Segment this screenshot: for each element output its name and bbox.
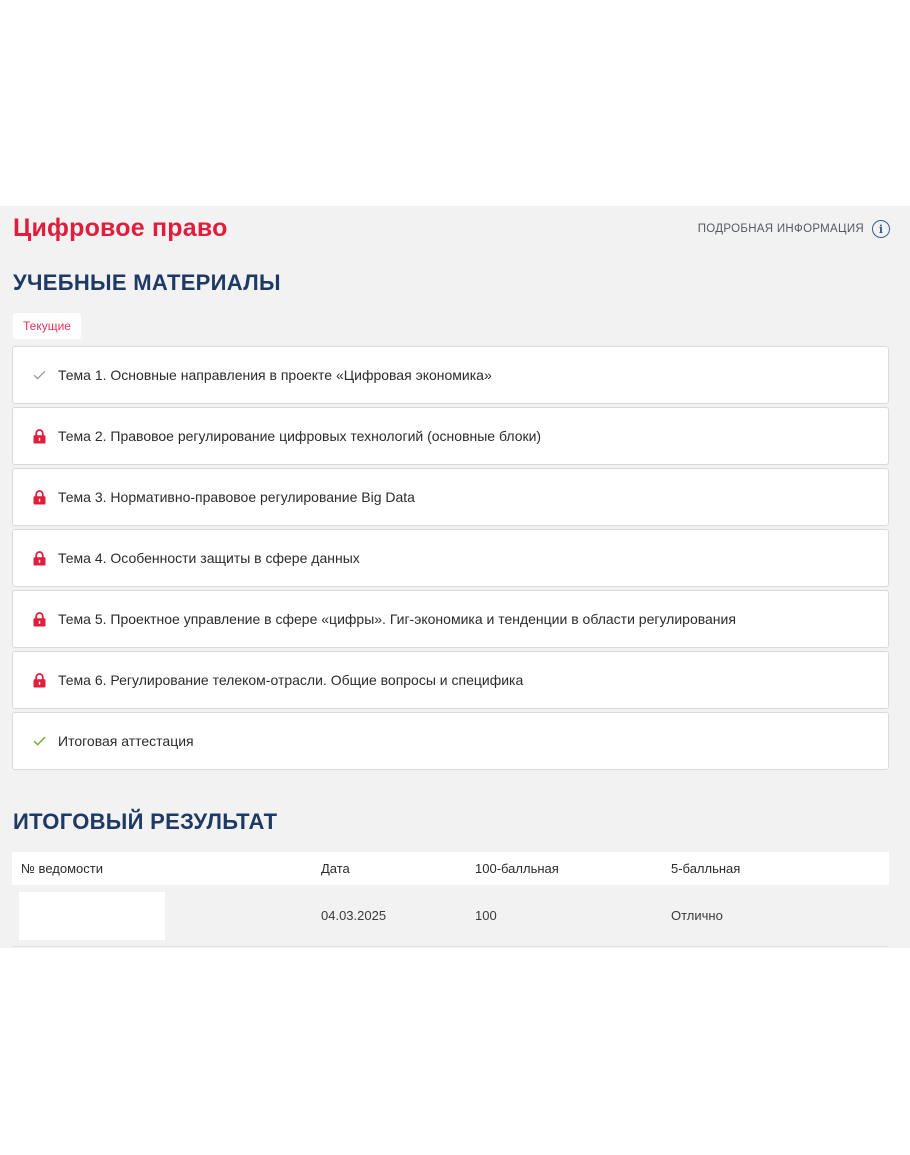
lock-icon bbox=[31, 550, 47, 566]
topic-label: Тема 2. Правовое регулирование цифровых технологий (основные блоки) bbox=[58, 428, 542, 444]
topic-list bbox=[12, 346, 889, 773]
score-100-cell: 100 bbox=[475, 908, 497, 923]
topic-label: Тема 5. Проектное управление в сфере «цифры». Гиг-экономика и тенденции в области регулирования bbox=[58, 611, 736, 627]
topic-item-6[interactable] bbox=[12, 651, 889, 709]
lock-icon bbox=[31, 611, 47, 627]
result-heading: ИТОГОВЫЙ РЕЗУЛЬТАТ bbox=[13, 809, 278, 834]
info-icon: i bbox=[872, 220, 890, 238]
results-table bbox=[12, 852, 889, 947]
topic-label: Тема 1. Основные направления в проекте «Цифровая экономика» bbox=[58, 367, 492, 383]
score-5-cell: Отлично bbox=[671, 908, 723, 923]
topic-item-final-attestation[interactable] bbox=[12, 712, 889, 770]
table-row bbox=[12, 885, 889, 947]
topic-label: Тема 4. Особенности защиты в сфере данных bbox=[58, 550, 360, 566]
date-cell: 04.03.2025 bbox=[321, 908, 387, 923]
column-header: № ведомости bbox=[21, 861, 103, 876]
redacted-block bbox=[19, 892, 165, 940]
table-header bbox=[12, 852, 889, 885]
topic-label: Тема 6. Регулирование телеком-отрасли. Общие вопросы и специфика bbox=[58, 672, 524, 688]
materials-heading: УЧЕБНЫЕ МАТЕРИАЛЫ bbox=[13, 270, 281, 295]
course-panel bbox=[0, 206, 910, 948]
sheet-number-cell bbox=[12, 892, 321, 940]
check-icon bbox=[31, 733, 47, 749]
lock-icon bbox=[31, 672, 47, 688]
topic-label: Итоговая аттестация bbox=[58, 733, 194, 749]
more-info-label: ПОДРОБНАЯ ИНФОРМАЦИЯ bbox=[697, 223, 864, 235]
topic-item-5[interactable] bbox=[12, 590, 889, 648]
lock-icon bbox=[31, 428, 47, 444]
topic-label: Тема 3. Нормативно-правовое регулирование Big Data bbox=[58, 489, 415, 505]
check-icon bbox=[31, 367, 47, 383]
tab-current[interactable]: Текущие bbox=[13, 313, 81, 339]
topic-item-4[interactable] bbox=[12, 529, 889, 587]
column-header: Дата bbox=[321, 861, 350, 876]
topic-item-2[interactable] bbox=[12, 407, 889, 465]
more-info-link[interactable] bbox=[698, 220, 890, 238]
course-title: Цифровое право bbox=[13, 214, 228, 242]
topic-item-1[interactable] bbox=[12, 346, 889, 404]
column-header: 100-балльная bbox=[475, 861, 559, 876]
topic-item-3[interactable] bbox=[12, 468, 889, 526]
column-header: 5-балльная bbox=[671, 861, 741, 876]
lock-icon bbox=[31, 489, 47, 505]
